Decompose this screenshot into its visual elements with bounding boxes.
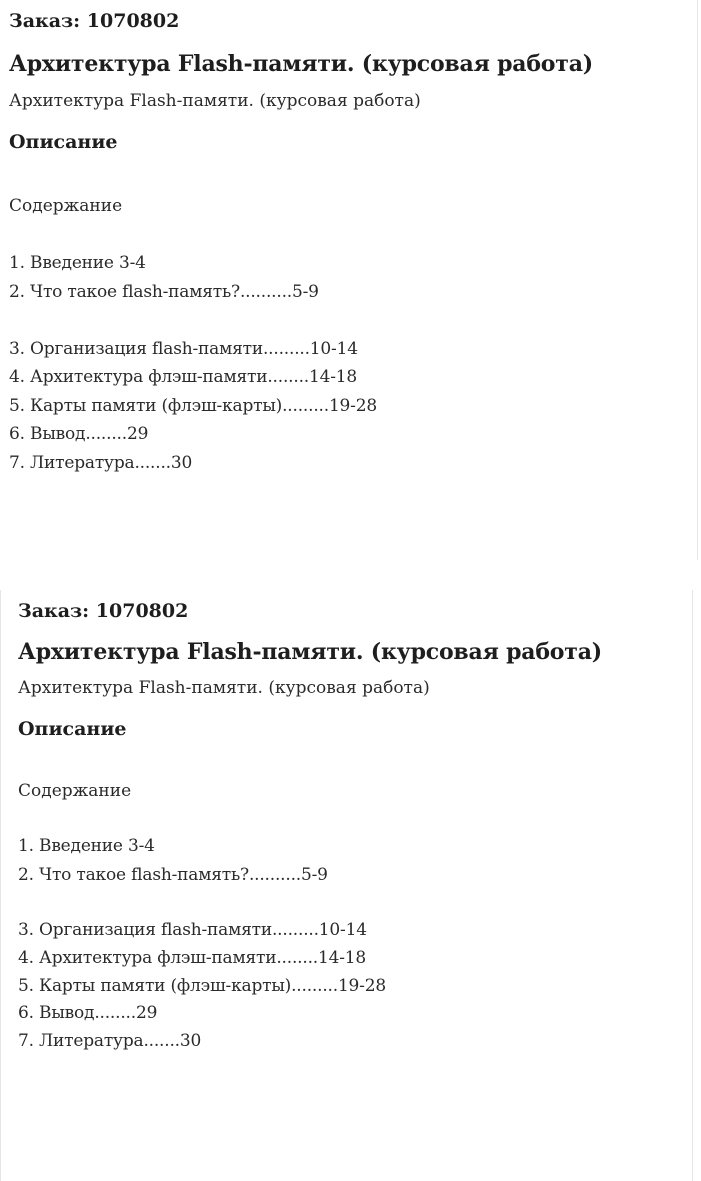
toc-item: 2. Что такое flash-память?..........5-9 [18, 865, 328, 885]
toc-item: 3. Организация flash-памяти.........10-14 [18, 920, 367, 940]
toc-item: 4. Архитектура флэш-памяти........14-18 [18, 948, 366, 968]
description-heading: Описание [18, 718, 127, 740]
toc-item: 3. Организация flash-памяти.........10-14 [9, 339, 358, 359]
toc-item: 2. Что такое flash-память?..........5-9 [9, 282, 319, 302]
toc-item: 5. Карты памяти (флэш-карты).........19-28 [18, 976, 386, 996]
toc-item: 1. Введение 3-4 [18, 836, 155, 856]
order-number: Заказ: 1070802 [18, 600, 189, 622]
toc-item: 4. Архитектура флэш-памяти........14-18 [9, 367, 357, 387]
toc-item: 7. Литература.......30 [18, 1031, 202, 1051]
page-title: Архитектура Flash-памяти. (курсовая работа) [18, 639, 602, 665]
order-card [0, 590, 693, 1181]
description-heading: Описание [9, 131, 118, 153]
page-title: Архитектура Flash-памяти. (курсовая работа) [9, 51, 593, 77]
page-subtitle: Архитектура Flash-памяти. (курсовая работа) [9, 91, 421, 111]
toc-item: 7. Литература.......30 [9, 453, 193, 473]
order-card [0, 0, 698, 560]
toc-item: 6. Вывод........29 [18, 1003, 158, 1023]
contents-heading: Содержание [18, 781, 132, 801]
toc-item: 5. Карты памяти (флэш-карты).........19-28 [9, 396, 377, 416]
order-number: Заказ: 1070802 [9, 10, 180, 32]
toc-item: 1. Введение 3-4 [9, 253, 146, 273]
contents-heading: Содержание [9, 196, 123, 216]
toc-item: 6. Вывод........29 [9, 424, 149, 444]
page-subtitle: Архитектура Flash-памяти. (курсовая работа) [18, 678, 430, 698]
